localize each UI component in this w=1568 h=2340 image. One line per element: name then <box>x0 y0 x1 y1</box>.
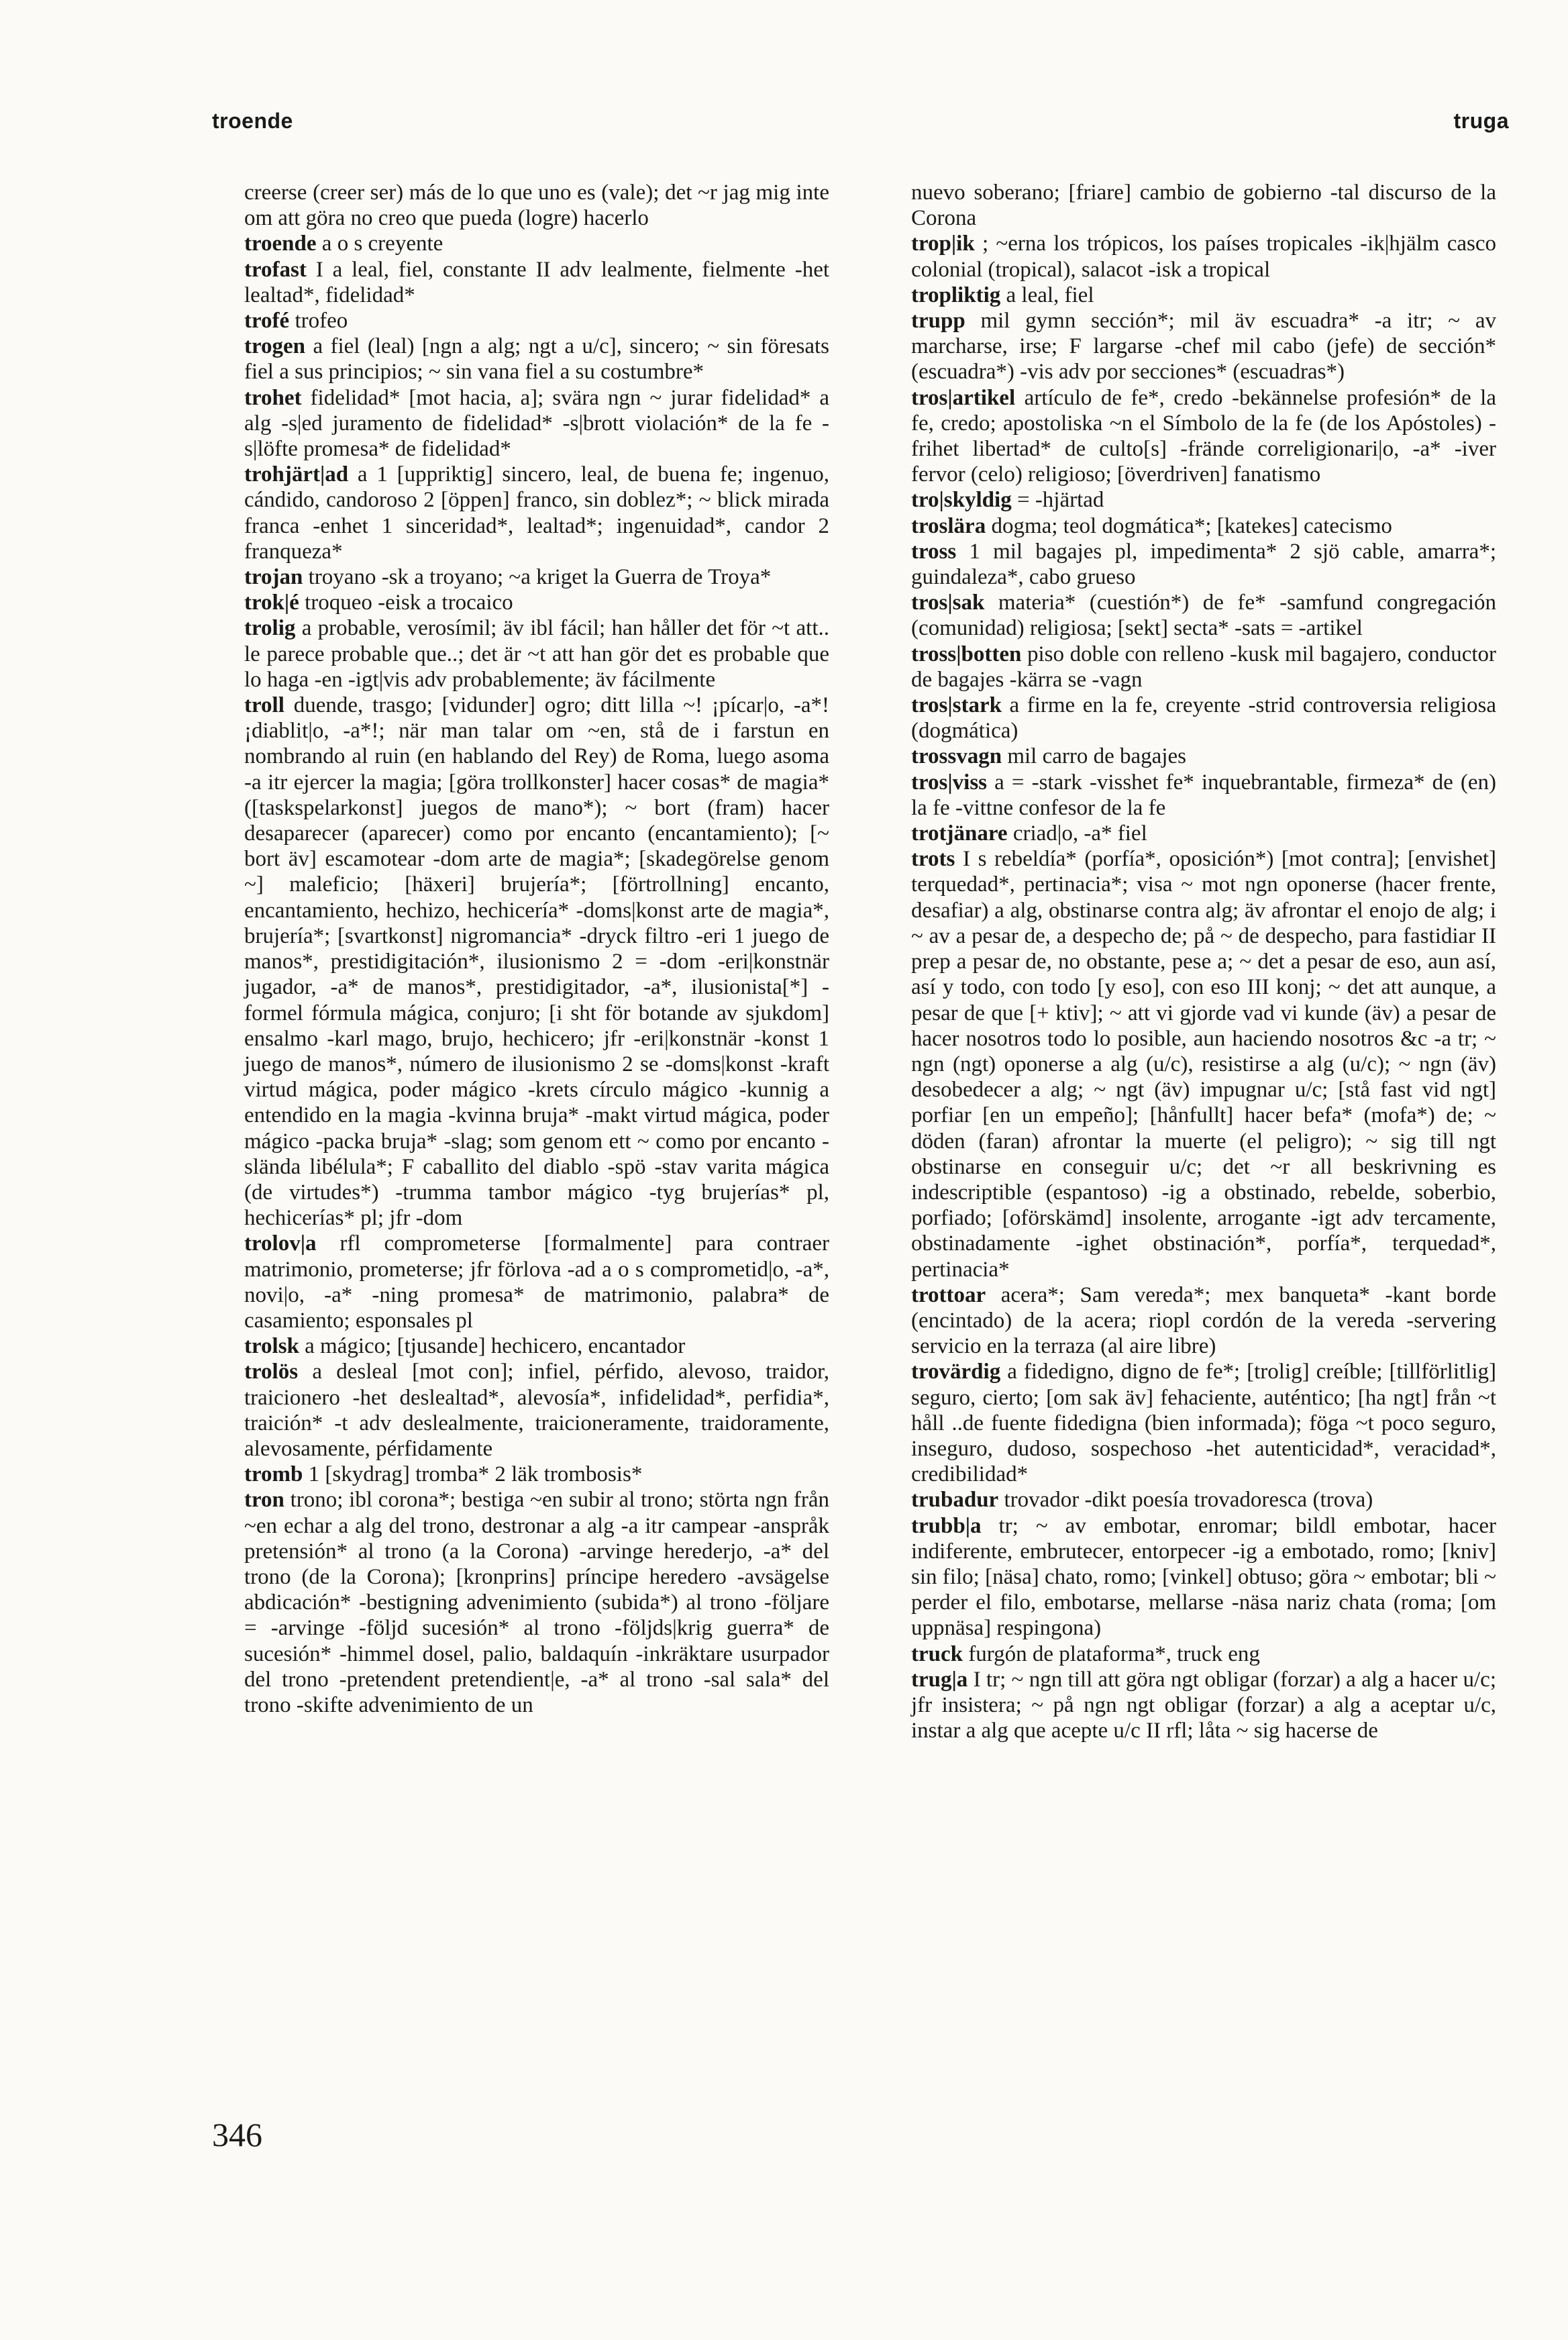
dictionary-entry <box>911 642 1496 693</box>
dictionary-entry <box>244 1359 829 1462</box>
definition: a fiel (leal) [ngn a alg; ngt a u/c], sincero; ~ sin föresats fiel a sus principios; ~ sin vana fiel a su costumbre* <box>244 334 829 385</box>
dictionary-entry <box>911 1487 1496 1513</box>
headword: trots <box>911 847 955 872</box>
headword: trohet <box>244 385 302 410</box>
definition: materia* (cuestión*) de fe* -samfund congregación (comunidad) religiosa; [sekt] secta* -sats = -artikel <box>911 591 1496 641</box>
dictionary-entry <box>244 615 829 693</box>
dictionary-entry <box>911 1513 1496 1641</box>
left-column <box>244 180 829 1718</box>
definition: a 1 [uppriktig] sincero, leal, de buena fe; ingenuo, cándido, candoroso 2 [öppen] franco, sin doblez*; ~ blick mirada franca -enhet 1 sinceridad*, lealtad*; ingenuidad*, candor 2 franqueza* <box>244 462 830 564</box>
dictionary-entry <box>244 693 829 1231</box>
dictionary-entry <box>244 1487 829 1718</box>
headword: trofé <box>244 309 290 334</box>
definition: ; ~erna los trópicos, los países tropicales -ik|hjälm casco colonial (tropical), salacot -isk a tropical <box>911 232 1496 282</box>
definition: 1 [skydrag] tromba* 2 läk trombosis* <box>308 1462 643 1487</box>
headword: trupp <box>911 309 965 334</box>
headword: trubadur <box>911 1488 999 1513</box>
dictionary-entry <box>911 487 1496 513</box>
definition: mil gymn sección*; mil äv escuadra* -a itr; ~ av marcharse, irse; F largarse -chef mil cabo (jefe) de sección* (escuadra*) -vis adv por secciones* (escuadras*) <box>911 309 1497 385</box>
definition: a firme en la fe, creyente -strid controversia religiosa (dogmática) <box>911 693 1496 744</box>
headword: trubb|a <box>911 1513 982 1538</box>
dictionary-entry <box>244 1462 829 1487</box>
headword: trojan <box>244 565 303 590</box>
headword: trohjärt|ad <box>244 462 349 487</box>
headword: tros|viss <box>911 770 988 795</box>
definition: duende, trasgo; [vidunder] ogro; ditt lilla ~! ¡pícar|o, -a*! ¡diablit|o, -a*!; när man talar om ~en, stå de i farstun en nombrando al ruin (en hablando del Rey) de Roma, luego asoma -a itr ejercer la magia; [göra trollkonster] hacer cosas* de magia* ([taskspelarkonst] juegos de mano*); ~ bort (fram) hacer desaparecer (aparecer) como por encanto (encantamiento); [~ bort äv] escamotear -dom arte de magia*; [skadegörelse genom ~] maleficio; [häxeri] brujería*; [förtrollning] encanto, encantamiento, hechizo, hechicería* -doms|konst arte de magia*, brujería*; [svartkonst] nigromancia* -dryck filtro -eri 1 juego de manos*, prestidigitación*, ilusionismo 2 = -dom -eri|konstnär jugador, -a* de manos*, prestidigitador, -a*, ilusionista[*] -formel fórmula mágica, conjuro; [i sht för botande av sjukdom] ensalmo -karl mago, brujo, hechicero; jfr -eri|konstnär -konst 1 juego de manos*, número de ilusionismo 2 se -doms|konst -kraft virtud mágica, poder mágico -krets círculo mágico -kunnig a entendido en la magia -kvinna bruja* -makt virtud mágica, poder mágico -packa bruja* -slag; som genom ett ~ como por encanto -slända libélula*; F caballito del diablo -spö -stav varita mágica (de virtudes*) -trumma tambor mágico -tyg brujerías* pl, hechicerías* pl; jfr -dom <box>244 693 829 1231</box>
running-head-left: troende <box>212 109 293 133</box>
definition: a leal, fiel <box>1006 283 1094 307</box>
dictionary-entry <box>911 539 1496 590</box>
definition: I a leal, fiel, constante II adv lealmente, fielmente -het lealtad*, fidelidad* <box>244 257 830 307</box>
headword: trolös <box>244 1360 299 1384</box>
dictionary-entry <box>911 590 1496 641</box>
headword: trotjänare <box>911 821 1008 846</box>
headword: truck <box>911 1641 963 1666</box>
dictionary-entry <box>244 564 829 590</box>
definition: trono; ibl corona*; bestiga ~en subir al trono; störta ngn från ~en echar a alg del trono, destronar a alg -a itr campear -anspråk pretensión* al trono (a la Corona) -arvinge herederjo, -a* del trono (de la Corona); [kronprins] príncipe heredero -avsägelse abdicación* -bestigning advenimiento (subida*) al trono -följare = -arvinge -följd sucesión* al trono -följds|krig guerra* de sucesión* -himmel dosel, palio, baldaquín -inkräktare usurpador del trono -pretendent pretendient|e, -a* al trono -sal sala* del trono -skifte advenimiento de un <box>244 1488 830 1717</box>
definition: a fidedigno, digno de fe*; [trolig] creíble; [tillförlitlig] seguro, cierto; [om sak äv] fehaciente, auténtico; [ha ngt] från ~t håll ..de fuente fidedigna (bien informada); föga ~t poco seguro, inseguro, dudoso, sospechoso -het autenticidad*, veracidad*, credibilidad* <box>911 1360 1497 1487</box>
headword: tros|stark <box>911 693 1002 718</box>
definition: rfl comprometerse [formalmente] para contraer matrimonio, prometerse; jfr förlova -ad a o s comprometid|o, -a*, novi|o, -a* -ning promesa* de matrimonio, palabra* de casamiento; esponsales pl <box>244 1231 829 1333</box>
definition: a mágico; [tjusande] hechicero, encantador <box>305 1334 686 1359</box>
headword: tropliktig <box>911 283 1001 307</box>
definition: artículo de fe*, credo -bekännelse profesión* de la fe, credo; apostoliska ~n el Símbolo de la fe (de los Apóstoles) -frihet libertad* de culto[s] -frände correligionari|o, -a* -iver fervor (celo) religioso; [överdriven] fanatismo <box>911 385 1497 487</box>
definition: acera*; Sam vereda*; mex banqueta* -kant borde (encintado) de la acera; riopl cordón de la vereda -servering servicio en la terraza (al aire libre) <box>911 1282 1496 1359</box>
definition: troyano -sk a troyano; ~a kriget la Guerra de Troya* <box>308 565 772 590</box>
definition: mil carro de bagajes <box>1007 744 1186 769</box>
dictionary-entry <box>911 513 1496 539</box>
headword: trottoar <box>911 1282 986 1307</box>
definition: = -hjärtad <box>1016 488 1104 513</box>
dictionary-entry <box>244 462 829 564</box>
headword: trug|a <box>911 1667 968 1692</box>
headword: tromb <box>244 1462 303 1487</box>
dictionary-entry <box>244 1333 829 1359</box>
headword: trofast <box>244 257 307 282</box>
definition: dogma; teol dogmática*; [katekes] catecismo <box>991 513 1392 538</box>
definition: creerse (creer ser) más de lo que uno es (vale); det ~r jag mig inte om att göra no creo que pueda (logre) hacerlo <box>244 181 829 231</box>
headword: trolig <box>244 616 296 641</box>
dictionary-entry <box>911 385 1496 488</box>
headword: trok|é <box>244 591 299 615</box>
definition: 1 mil bagajes pl, impedimenta* 2 sjö cable, amarra*; guindaleza*, cabo grueso <box>911 539 1496 590</box>
headword: trossvagn <box>911 744 1002 769</box>
dictionary-entry <box>911 1641 1496 1667</box>
dictionary-entry <box>911 308 1496 385</box>
dictionary-entry <box>911 180 1496 231</box>
headword: trovärdig <box>911 1360 1001 1384</box>
headword: trogen <box>244 334 306 359</box>
headword: trop|ik <box>911 232 975 256</box>
dictionary-entry <box>244 231 829 256</box>
definition: a = -stark -visshet fe* inquebrantable, firmeza* de (en) la fe -vittne confesor de la fe <box>911 770 1496 820</box>
definition: nuevo soberano; [friare] cambio de gobierno -tal discurso de la Corona <box>911 181 1496 231</box>
dictionary-entry <box>244 308 829 334</box>
dictionary-entry <box>911 744 1496 769</box>
dictionary-entry <box>911 846 1496 1282</box>
definition: a desleal [mot con]; infiel, pérfido, alevoso, traidor, traicionero -het deslealtad*, alevosía*, infidelidad*, perfidia*, traición* -t adv deslealmente, traicioneramente, traidoramente, alevosamente, pérfidamente <box>244 1360 830 1461</box>
headword: tron <box>244 1488 284 1513</box>
definition: a probable, verosímil; äv ibl fácil; han håller det för ~t att.. le parece probable que..; det är ~t att han gör det es probable que lo haga -en -igt|vis adv probablemente; äv fácilmente <box>244 616 830 692</box>
page-number: 346 <box>212 2116 262 2153</box>
dictionary-entry <box>244 385 829 462</box>
headword: tros|artikel <box>911 385 1016 410</box>
definition: a o s creyente <box>321 232 443 256</box>
headword: troende <box>244 232 317 256</box>
definition: troqueo -eisk a trocaico <box>305 591 513 615</box>
definition: fidelidad* [mot hacia, a]; svära ngn ~ jurar fidelidad* a alg -s|ed juramento de fidelidad* -s|brott violación* de la fe -s|löfte promesa* de fidelidad* <box>244 385 829 462</box>
dictionary-entry <box>911 231 1496 282</box>
headword: tros|sak <box>911 591 985 615</box>
definition: piso doble con relleno -kusk mil bagajero, conductor de bagajes -kärra se -vagn <box>911 642 1497 692</box>
definition: furgón de plataforma*, truck eng <box>968 1641 1260 1666</box>
headword: tross|botten <box>911 642 1022 666</box>
dictionary-entry <box>911 770 1496 821</box>
dictionary-entry <box>911 693 1496 744</box>
dictionary-entry <box>244 257 829 308</box>
headword: tross <box>911 539 957 564</box>
dictionary-entry <box>244 590 829 615</box>
definition: tr; ~ av embotar, enromar; bildl embotar, hacer indiferente, embrutecer, entorpecer -ig a embotado, romo; [kniv] sin filo; [näsa] chato, romo; [vinkel] obtuso; göra ~ embotar; bli ~ perder el filo, embotarse, mellarse -näsa nariz chata (roma; [om uppnäsa] respingona) <box>911 1513 1496 1641</box>
dictionary-entry <box>244 334 829 385</box>
running-head-right: truga <box>1453 109 1509 133</box>
definition: trofeo <box>295 309 348 334</box>
dictionary-entry <box>244 1231 829 1333</box>
dictionary-entry <box>244 180 829 231</box>
headword: troll <box>244 693 284 718</box>
headword: trolsk <box>244 1334 299 1359</box>
definition: I s rebeldía* (porfía*, oposición*) [mot contra]; [envishet] terquedad*, pertinacia*; visa ~ mot ngn oponerse (hacer frente, desafiar) a alg, obstinarse contra alg; äv afrontar el enojo de alg; i ~ av a pesar de, a despecho de; på ~ de despecho, para fastidiar II prep a pesar de, no obstante, pese a; ~ det a pesar de eso, aun así, así y todo, con todo [y eso], con eso III konj; ~ det att aunque, a pesar de que [+ ktiv]; ~ att vi gjorde vad vi kunde (äv) a pesar de hacer nosotros todo lo posible, aun haciendo nosotros &c -a tr; ~ ngn (ngt) oponerse a alg (u/c), resistirse a alg (u/c); ~ ngn (äv) desobedecer a alg; ~ ngt (äv) impugnar u/c; [stå fast vid ngt] porfiar [en un empeño]; [hånfullt] hacer befa* (mofa*) de; ~ döden (faran) afrontar la muerte (el peligro); ~ sig till ngt obstinarse en conseguir u/c; det ~r all beskrivning es indescriptible (espantoso) -ig a obstinado, rebelde, soberbio, porfiado; [oförskämd] insolente, arrogante -igt adv tercamente, obstinadamente -ighet obstinación*, porfía*, terquedad*, pertinacia* <box>911 847 1497 1282</box>
dictionary-entry <box>911 1282 1496 1360</box>
headword: tro|skyldig <box>911 488 1012 513</box>
definition: criad|o, -a* fiel <box>1012 821 1147 846</box>
definition: I tr; ~ ngn till att göra ngt obligar (forzar) a alg a hacer u/c; jfr insistera; ~ på ngn ngt obligar (forzar) a alg a aceptar u/c, instar a alg que acepte u/c II rfl; låta ~ sig hacerse de <box>911 1667 1496 1743</box>
dictionary-entry <box>911 283 1496 308</box>
dictionary-entry <box>911 1359 1496 1487</box>
right-column <box>911 180 1496 1743</box>
headword: trolov|a <box>244 1231 317 1256</box>
headword: troslära <box>911 513 986 538</box>
definition: trovador -dikt poesía trovadoresca (trova) <box>1004 1488 1373 1513</box>
dictionary-entry <box>911 1667 1496 1744</box>
dictionary-entry <box>911 821 1496 846</box>
